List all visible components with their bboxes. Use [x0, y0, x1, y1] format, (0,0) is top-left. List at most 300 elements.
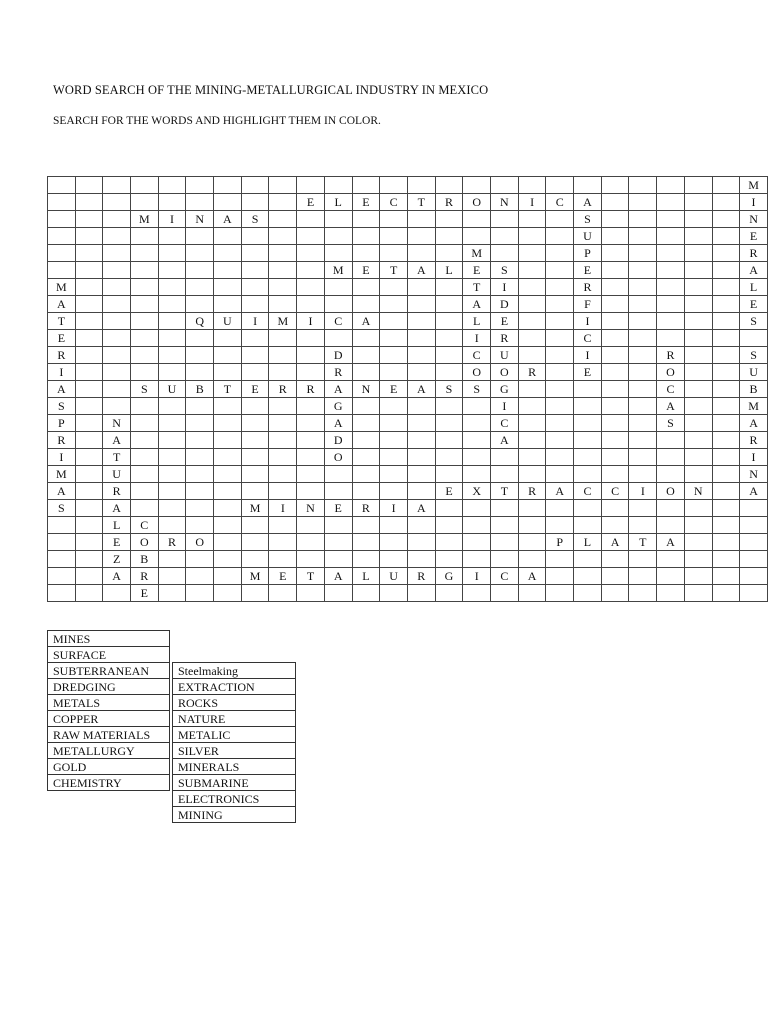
- grid-cell: R: [48, 432, 76, 449]
- grid-cell: B: [740, 381, 768, 398]
- grid-cell: A: [546, 483, 574, 500]
- grid-row: [48, 330, 768, 347]
- grid-cell: [657, 466, 685, 483]
- grid-cell: [324, 585, 352, 602]
- grid-cell: [269, 483, 297, 500]
- grid-cell: [601, 585, 629, 602]
- grid-cell: [103, 330, 131, 347]
- grid-cell: [380, 245, 408, 262]
- word-list-row: [173, 775, 296, 791]
- grid-cell: [130, 245, 158, 262]
- grid-cell: [75, 432, 103, 449]
- grid-cell: [324, 279, 352, 296]
- grid-cell: E: [48, 330, 76, 347]
- grid-cell: [352, 364, 380, 381]
- grid-cell: [712, 449, 740, 466]
- grid-cell: [269, 449, 297, 466]
- grid-cell: [269, 364, 297, 381]
- grid-cell: [491, 245, 519, 262]
- grid-cell: [518, 245, 546, 262]
- grid-cell: [186, 177, 214, 194]
- grid-cell: [601, 364, 629, 381]
- grid-cell: [463, 585, 491, 602]
- grid-cell: O: [657, 364, 685, 381]
- grid-cell: [601, 415, 629, 432]
- grid-cell: [352, 279, 380, 296]
- grid-cell: [601, 517, 629, 534]
- grid-cell: [546, 228, 574, 245]
- grid-cell: [657, 228, 685, 245]
- grid-cell: [158, 228, 186, 245]
- grid-cell: [518, 585, 546, 602]
- grid-cell: [103, 177, 131, 194]
- grid-cell: [130, 449, 158, 466]
- grid-cell: [75, 381, 103, 398]
- grid-cell: [684, 466, 712, 483]
- grid-cell: [712, 585, 740, 602]
- grid-cell: N: [352, 381, 380, 398]
- grid-cell: [740, 500, 768, 517]
- grid-cell: [463, 432, 491, 449]
- grid-cell: [380, 483, 408, 500]
- grid-cell: [684, 534, 712, 551]
- grid-cell: [103, 296, 131, 313]
- word-list-item: ELECTRONICS: [173, 791, 296, 807]
- grid-cell: [241, 330, 269, 347]
- grid-cell: M: [241, 500, 269, 517]
- grid-cell: [435, 585, 463, 602]
- word-search-grid: [47, 176, 768, 602]
- grid-cell: [712, 194, 740, 211]
- grid-cell: [463, 449, 491, 466]
- grid-cell: N: [103, 415, 131, 432]
- grid-cell: I: [158, 211, 186, 228]
- grid-cell: [684, 432, 712, 449]
- grid-cell: M: [324, 262, 352, 279]
- grid-cell: [518, 415, 546, 432]
- grid-cell: [546, 585, 574, 602]
- grid-cell: [297, 245, 325, 262]
- grid-cell: [629, 517, 657, 534]
- grid-cell: [712, 296, 740, 313]
- word-list-item: SILVER: [173, 743, 296, 759]
- grid-cell: [158, 568, 186, 585]
- grid-cell: C: [574, 483, 602, 500]
- grid-cell: [629, 194, 657, 211]
- grid-cell: [518, 330, 546, 347]
- grid-cell: C: [324, 313, 352, 330]
- grid-cell: [491, 585, 519, 602]
- grid-cell: [684, 330, 712, 347]
- grid-cell: [712, 313, 740, 330]
- grid-cell: [518, 296, 546, 313]
- grid-cell: X: [463, 483, 491, 500]
- grid-cell: [75, 551, 103, 568]
- grid-cell: [518, 177, 546, 194]
- grid-cell: [48, 262, 76, 279]
- grid-cell: S: [740, 347, 768, 364]
- grid-cell: A: [657, 398, 685, 415]
- grid-cell: [435, 296, 463, 313]
- grid-cell: [214, 398, 242, 415]
- grid-cell: [130, 466, 158, 483]
- grid-cell: [214, 568, 242, 585]
- grid-cell: P: [574, 245, 602, 262]
- grid-cell: O: [657, 483, 685, 500]
- word-list-row: [48, 743, 170, 759]
- grid-cell: [75, 228, 103, 245]
- grid-cell: [103, 228, 131, 245]
- grid-cell: [103, 398, 131, 415]
- grid-cell: I: [463, 568, 491, 585]
- word-list-item: ROCKS: [173, 695, 296, 711]
- grid-cell: N: [491, 194, 519, 211]
- grid-cell: [518, 517, 546, 534]
- word-list-item: MINERALS: [173, 759, 296, 775]
- grid-cell: [684, 296, 712, 313]
- grid-cell: [352, 551, 380, 568]
- grid-cell: [657, 262, 685, 279]
- grid-row: [48, 296, 768, 313]
- grid-cell: [712, 500, 740, 517]
- grid-cell: [103, 211, 131, 228]
- word-list-row: [173, 743, 296, 759]
- grid-cell: I: [629, 483, 657, 500]
- grid-cell: [712, 279, 740, 296]
- grid-cell: C: [574, 330, 602, 347]
- word-list-item: Steelmaking: [173, 663, 296, 679]
- grid-cell: [158, 245, 186, 262]
- grid-cell: [435, 415, 463, 432]
- grid-cell: [241, 347, 269, 364]
- grid-cell: [463, 228, 491, 245]
- grid-cell: E: [574, 364, 602, 381]
- grid-cell: [435, 364, 463, 381]
- grid-cell: [158, 177, 186, 194]
- grid-cell: [130, 313, 158, 330]
- grid-cell: [75, 194, 103, 211]
- grid-cell: [601, 313, 629, 330]
- grid-cell: C: [491, 415, 519, 432]
- grid-cell: [629, 177, 657, 194]
- grid-cell: [574, 177, 602, 194]
- grid-cell: U: [491, 347, 519, 364]
- grid-cell: [75, 279, 103, 296]
- grid-cell: [324, 211, 352, 228]
- grid-cell: [407, 585, 435, 602]
- grid-cell: [435, 245, 463, 262]
- grid-cell: [463, 415, 491, 432]
- grid-cell: [130, 398, 158, 415]
- grid-cell: [684, 381, 712, 398]
- grid-cell: I: [48, 449, 76, 466]
- grid-cell: R: [435, 194, 463, 211]
- grid-cell: [601, 177, 629, 194]
- grid-cell: O: [186, 534, 214, 551]
- grid-cell: A: [103, 568, 131, 585]
- grid-cell: [380, 534, 408, 551]
- grid-cell: [435, 177, 463, 194]
- grid-cell: [546, 245, 574, 262]
- grid-cell: L: [103, 517, 131, 534]
- grid-cell: [214, 296, 242, 313]
- word-list-item: METALS: [48, 695, 170, 711]
- grid-cell: S: [48, 398, 76, 415]
- grid-cell: [297, 296, 325, 313]
- grid-cell: R: [48, 347, 76, 364]
- grid-cell: B: [186, 381, 214, 398]
- grid-cell: [657, 432, 685, 449]
- grid-cell: [407, 551, 435, 568]
- grid-cell: [518, 279, 546, 296]
- grid-cell: [629, 585, 657, 602]
- grid-cell: [712, 381, 740, 398]
- grid-cell: O: [491, 364, 519, 381]
- grid-cell: S: [740, 313, 768, 330]
- grid-cell: [130, 177, 158, 194]
- grid-cell: [186, 500, 214, 517]
- grid-cell: [241, 432, 269, 449]
- grid-cell: [214, 551, 242, 568]
- grid-cell: [463, 534, 491, 551]
- grid-cell: T: [629, 534, 657, 551]
- grid-cell: [629, 330, 657, 347]
- grid-row: [48, 517, 768, 534]
- word-list-row: [48, 663, 170, 679]
- grid-cell: [214, 194, 242, 211]
- grid-cell: [269, 245, 297, 262]
- grid-cell: [186, 466, 214, 483]
- grid-cell: [352, 347, 380, 364]
- grid-cell: [324, 534, 352, 551]
- grid-cell: [629, 228, 657, 245]
- grid-cell: S: [48, 500, 76, 517]
- grid-cell: [158, 500, 186, 517]
- grid-cell: [629, 296, 657, 313]
- grid-cell: [380, 466, 408, 483]
- grid-cell: [712, 551, 740, 568]
- grid-cell: [48, 534, 76, 551]
- grid-cell: [712, 466, 740, 483]
- grid-cell: [435, 330, 463, 347]
- grid-cell: [657, 585, 685, 602]
- grid-cell: [186, 279, 214, 296]
- grid-cell: [407, 245, 435, 262]
- grid-cell: [740, 534, 768, 551]
- grid-cell: [380, 347, 408, 364]
- grid-cell: [380, 228, 408, 245]
- grid-cell: A: [324, 381, 352, 398]
- grid-cell: [601, 381, 629, 398]
- grid-cell: [186, 245, 214, 262]
- grid-cell: [324, 177, 352, 194]
- grid-cell: [186, 262, 214, 279]
- page-title: WORD SEARCH OF THE MINING-METALLURGICAL INDUSTRY IN MEXICO: [53, 83, 489, 97]
- grid-cell: [241, 466, 269, 483]
- grid-cell: [463, 211, 491, 228]
- grid-cell: [352, 517, 380, 534]
- grid-cell: [712, 534, 740, 551]
- grid-cell: [186, 347, 214, 364]
- grid-cell: [684, 449, 712, 466]
- grid-row: [48, 313, 768, 330]
- grid-cell: R: [297, 381, 325, 398]
- grid-cell: [130, 415, 158, 432]
- grid-cell: A: [518, 568, 546, 585]
- grid-cell: [269, 398, 297, 415]
- grid-cell: [214, 432, 242, 449]
- grid-cell: [601, 296, 629, 313]
- word-list-item: SUBMARINE: [173, 775, 296, 791]
- grid-cell: [629, 313, 657, 330]
- grid-cell: [130, 262, 158, 279]
- grid-cell: N: [297, 500, 325, 517]
- grid-cell: [75, 177, 103, 194]
- grid-cell: [491, 500, 519, 517]
- grid-cell: [214, 262, 242, 279]
- grid-cell: [269, 177, 297, 194]
- grid-cell: [214, 466, 242, 483]
- grid-row: [48, 245, 768, 262]
- word-list-item: METALLURGY: [48, 743, 170, 759]
- word-list-row: [173, 807, 296, 823]
- grid-cell: [103, 364, 131, 381]
- grid-cell: A: [407, 500, 435, 517]
- grid-cell: [352, 296, 380, 313]
- grid-cell: [241, 177, 269, 194]
- grid-cell: [269, 534, 297, 551]
- grid-cell: [657, 500, 685, 517]
- grid-cell: [241, 551, 269, 568]
- grid-cell: [75, 585, 103, 602]
- word-list-row: [48, 631, 170, 647]
- grid-cell: A: [214, 211, 242, 228]
- grid-cell: [75, 483, 103, 500]
- grid-cell: [629, 211, 657, 228]
- grid-cell: P: [546, 534, 574, 551]
- grid-cell: [657, 245, 685, 262]
- grid-cell: [130, 228, 158, 245]
- grid-cell: [158, 551, 186, 568]
- grid-cell: A: [657, 534, 685, 551]
- grid-cell: [380, 551, 408, 568]
- grid-cell: [546, 500, 574, 517]
- grid-cell: [407, 415, 435, 432]
- grid-cell: [491, 177, 519, 194]
- grid-cell: [75, 568, 103, 585]
- grid-cell: R: [103, 483, 131, 500]
- grid-cell: [214, 500, 242, 517]
- grid-cell: [186, 415, 214, 432]
- grid-cell: [546, 398, 574, 415]
- grid-cell: S: [241, 211, 269, 228]
- grid-cell: [491, 466, 519, 483]
- grid-cell: [352, 330, 380, 347]
- grid-cell: R: [407, 568, 435, 585]
- grid-cell: A: [324, 568, 352, 585]
- grid-row: [48, 534, 768, 551]
- grid-cell: [186, 330, 214, 347]
- grid-cell: A: [407, 381, 435, 398]
- grid-cell: [241, 483, 269, 500]
- word-list-row: [48, 679, 170, 695]
- grid-cell: R: [574, 279, 602, 296]
- grid-cell: [352, 398, 380, 415]
- grid-cell: [297, 347, 325, 364]
- grid-cell: [601, 449, 629, 466]
- grid-cell: A: [48, 483, 76, 500]
- grid-cell: R: [158, 534, 186, 551]
- grid-cell: [297, 398, 325, 415]
- word-list-left: [47, 630, 170, 791]
- grid-cell: [75, 211, 103, 228]
- grid-cell: B: [130, 551, 158, 568]
- grid-cell: [574, 551, 602, 568]
- grid-cell: [75, 364, 103, 381]
- grid-cell: [214, 347, 242, 364]
- grid-row: [48, 262, 768, 279]
- grid-cell: [269, 262, 297, 279]
- grid-cell: [435, 313, 463, 330]
- grid-cell: [103, 194, 131, 211]
- grid-cell: C: [130, 517, 158, 534]
- grid-cell: [158, 483, 186, 500]
- grid-cell: [158, 347, 186, 364]
- grid-cell: [407, 449, 435, 466]
- word-list-row: [173, 727, 296, 743]
- grid-row: [48, 381, 768, 398]
- grid-cell: [629, 449, 657, 466]
- grid-cell: A: [574, 194, 602, 211]
- grid-cell: [186, 585, 214, 602]
- grid-cell: [518, 398, 546, 415]
- grid-cell: [48, 551, 76, 568]
- grid-cell: [380, 211, 408, 228]
- grid-cell: R: [740, 432, 768, 449]
- grid-cell: [712, 211, 740, 228]
- grid-cell: [214, 245, 242, 262]
- grid-cell: E: [269, 568, 297, 585]
- grid-cell: [352, 245, 380, 262]
- grid-cell: [186, 517, 214, 534]
- grid-cell: [130, 279, 158, 296]
- grid-cell: [712, 398, 740, 415]
- grid-cell: [574, 432, 602, 449]
- instructions-text: SEARCH FOR THE WORDS AND HIGHLIGHT THEM IN COLOR.: [53, 115, 381, 127]
- grid-cell: [241, 534, 269, 551]
- grid-cell: [158, 517, 186, 534]
- grid-cell: E: [352, 194, 380, 211]
- word-list-item: SUBTERRANEAN: [48, 663, 170, 679]
- grid-cell: [657, 449, 685, 466]
- word-list-item: SURFACE: [48, 647, 170, 663]
- grid-cell: [269, 432, 297, 449]
- grid-cell: [546, 517, 574, 534]
- grid-cell: M: [740, 398, 768, 415]
- grid-cell: [546, 211, 574, 228]
- grid-cell: C: [601, 483, 629, 500]
- grid-cell: G: [435, 568, 463, 585]
- grid-cell: [297, 466, 325, 483]
- grid-cell: [601, 568, 629, 585]
- grid-cell: [214, 177, 242, 194]
- grid-cell: [546, 568, 574, 585]
- grid-cell: S: [574, 211, 602, 228]
- grid-cell: D: [324, 347, 352, 364]
- grid-cell: U: [380, 568, 408, 585]
- grid-cell: [75, 466, 103, 483]
- word-list-item: DREDGING: [48, 679, 170, 695]
